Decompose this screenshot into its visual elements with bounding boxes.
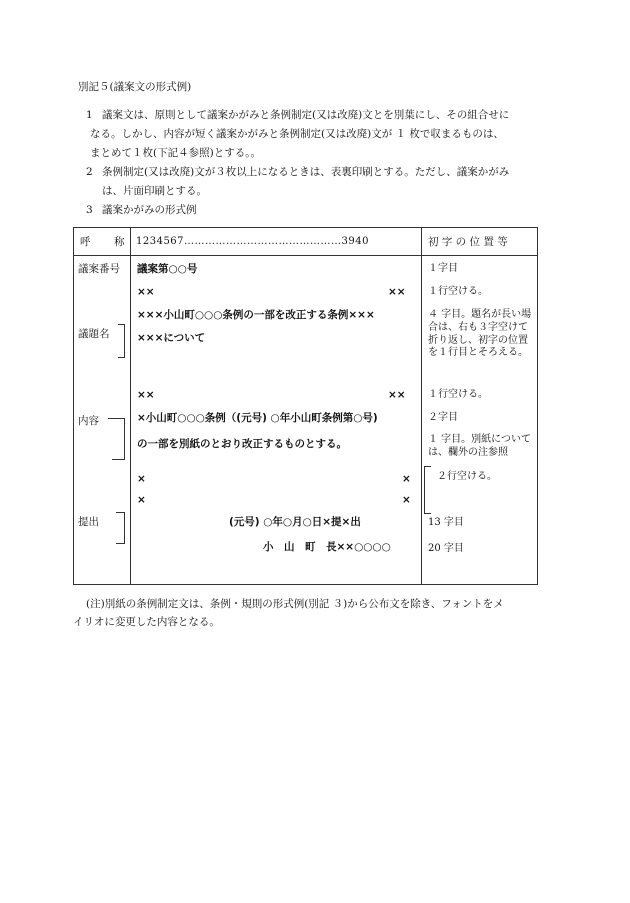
bill-body-line-1: ×小山町○○○条例（(元号) ○年小山町条例第○号): [137, 412, 378, 424]
note-13th-char: 13 字目: [428, 517, 464, 528]
note-first-char: １字目: [428, 263, 458, 274]
para-3-number: 3: [86, 204, 93, 216]
label-title: 議題名: [78, 328, 110, 340]
para-2-line-2: は、片面印刷とする。: [102, 185, 207, 197]
para-1-number: 1: [86, 109, 93, 121]
label-bill-number: 議案番号: [78, 263, 120, 275]
skip-two-bracket: [424, 466, 431, 514]
para-1-line-3: まとめて１枚(下記４参照)とする。。: [90, 147, 261, 159]
note-skip-line: １行空ける。: [428, 389, 488, 400]
blank-marker-right: ×: [402, 494, 411, 506]
note-attachment: １ 字目。別紙については、欄外の注参照: [428, 434, 531, 458]
blank-marker-left: ×: [137, 473, 146, 485]
format-table: [73, 227, 538, 585]
para-2-line-1: 条例制定(又は改廃)文が３枚以上になるときは、表裏印刷とする。ただし、議案かがみ: [102, 166, 510, 178]
header-position: 初 字 の 位 置 等: [428, 236, 508, 248]
bill-number: 議案第○○号: [137, 263, 198, 275]
para-1-line-2: なる。しかし、内容が短く議案かがみと条例制定(又は改廃)文が １ 枚で収まるものは、: [90, 128, 504, 140]
blank-marker-left: ××: [137, 286, 155, 298]
submission-date: (元号) ○年○月○日×提×出: [229, 516, 361, 528]
table-col-divider-2: [421, 227, 422, 585]
mayor-name: 小 山 町 長××○○○○: [263, 541, 391, 553]
bill-title-line-1: ×××小山町○○○条例の一部を改正する条例×××: [137, 309, 375, 321]
bill-body-line-2: の一部を別紙のとおり改正するものとする。: [137, 438, 347, 450]
para-1-line-1: 議案文は、原則として議案かがみと条例制定(又は改廃)文とを別葉にし、その組合せに: [102, 109, 510, 121]
table-header-divider: [73, 255, 538, 256]
note-title-position: ４ 字目。題名が長い場合は、右も３字空けて折り返し、初字の位置を１行目とそろえる。: [428, 309, 532, 359]
table-col-divider-1: [130, 227, 131, 585]
content-bracket: [112, 418, 125, 460]
footnote-line-1: (注)別紙の条例制定文は、条例・規則の形式例(別記 ３)から公布文を除き、フォントをメ: [86, 598, 504, 610]
blank-marker-right: ×: [402, 473, 411, 485]
note-second-char: ２字目: [428, 412, 458, 423]
note-skip-line: １行空ける。: [428, 286, 488, 297]
blank-marker-left: ××: [137, 389, 155, 401]
blank-marker-right: ××: [388, 286, 406, 298]
para-2-number: 2: [86, 166, 93, 178]
header-label-right: 称: [114, 236, 125, 248]
label-content: 内容: [78, 415, 99, 427]
blank-marker-right: ××: [388, 389, 406, 401]
note-20th-char: 20 字目: [428, 543, 464, 554]
para-3-line-1: 議案かがみの形式例: [102, 204, 197, 216]
blank-marker-left: ×: [137, 494, 146, 506]
bill-title-line-2: ×××について: [137, 332, 206, 344]
title-bracket: [118, 324, 125, 358]
header-label-left: 呼: [80, 236, 91, 248]
header-ruler: 1234567………………………………………3940: [136, 236, 369, 247]
section-heading: 別記５(議案文の形式例): [78, 81, 192, 93]
note-skip-two-lines: ２行空ける。: [437, 471, 497, 482]
label-submit: 提出: [78, 516, 99, 528]
submit-bracket: [116, 512, 125, 544]
footnote-line-2: イリオに変更した内容となる。: [73, 616, 220, 628]
